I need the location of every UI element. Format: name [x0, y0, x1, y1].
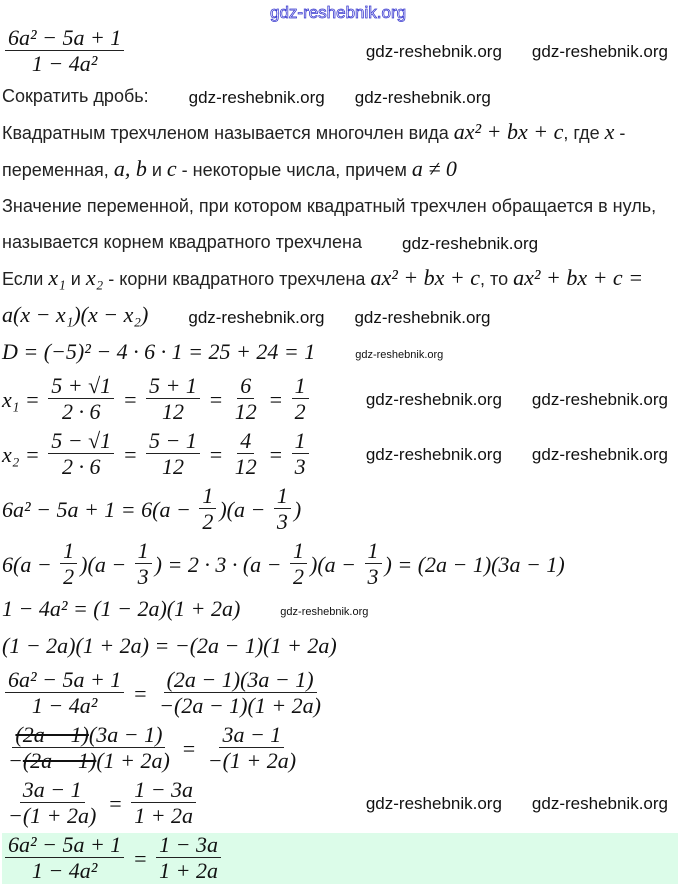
watermark: gdz-reshebnik.org — [365, 389, 502, 409]
denominator: 2 — [294, 399, 306, 424]
numerator: 6a² − 5a + 1 — [5, 833, 124, 858]
math: x₁ = — [2, 386, 46, 412]
denominator: 3 — [294, 454, 306, 479]
watermark-group — [366, 444, 678, 466]
fraction — [5, 723, 173, 774]
numerator: 1 — [199, 484, 216, 509]
numerator: 5 + 1 — [146, 374, 200, 399]
factor-formula-2 — [2, 300, 678, 333]
math: x₂ — [85, 265, 104, 290]
math: c — [166, 156, 177, 181]
fraction — [156, 668, 324, 719]
math: = — [262, 441, 289, 467]
math: )(a − — [219, 496, 271, 522]
numerator: 5 − √1 — [48, 429, 114, 454]
numerator: 1 − 3a — [156, 833, 221, 858]
fraction — [205, 723, 299, 774]
math: )(a − — [310, 551, 362, 577]
math: = — [175, 735, 202, 761]
watermark-group — [402, 233, 538, 255]
numerator: (2a − 1)(3a − 1) — [164, 668, 317, 693]
watermark: gdz-reshebnik.org — [365, 41, 502, 61]
math: a, b — [113, 156, 147, 181]
math: − — [8, 748, 23, 773]
numerator: 1 — [365, 539, 382, 564]
cancelled-term: (2a − 1) — [22, 748, 97, 773]
numerator: 1 — [292, 429, 309, 454]
watermark: gdz-reshebnik.org — [531, 41, 668, 61]
watermark-group — [366, 389, 678, 411]
math: a ≠ 0 — [411, 156, 457, 181]
math: 6a² − 5a + 1 = 6(a − — [2, 496, 197, 522]
watermark-group — [366, 41, 678, 63]
watermark-group — [280, 601, 368, 623]
math: ax² + bx + c = — [513, 265, 644, 290]
task-fraction — [2, 26, 678, 77]
factorization — [2, 484, 678, 535]
math: )(a − — [80, 551, 132, 577]
watermark: gdz-reshebnik.org — [365, 444, 502, 464]
fraction — [232, 374, 260, 425]
numerator: 6a² − 5a + 1 — [5, 26, 124, 51]
watermark: gdz-reshebnik.org — [531, 444, 668, 464]
fraction — [199, 484, 216, 535]
text: и — [146, 160, 167, 180]
factor-formula-1 — [2, 263, 678, 296]
math: (3a − 1) — [88, 722, 163, 747]
fraction — [156, 833, 221, 884]
math: ax² + bx + c — [370, 265, 481, 290]
text: - некоторые числа, причем — [176, 160, 412, 180]
watermark: gdz-reshebnik.org — [188, 308, 325, 328]
watermark: gdz-reshebnik.org — [531, 389, 668, 409]
math: x₁ — [48, 265, 66, 290]
numerator: 6 — [237, 374, 254, 399]
fraction — [146, 429, 200, 480]
text: и — [65, 269, 86, 289]
fraction — [5, 833, 124, 884]
numerator — [12, 723, 165, 748]
watermark-group — [355, 344, 443, 366]
numerator: 4 — [237, 429, 254, 454]
numerator: 5 − 1 — [146, 429, 200, 454]
fraction — [48, 429, 114, 480]
fraction — [232, 429, 260, 480]
math: = — [127, 680, 154, 706]
text: Квадратным трехчленом называется многочлен вида — [2, 123, 454, 143]
denominator: 12 — [234, 454, 257, 479]
denominator: 1 + 2a — [159, 858, 219, 883]
numerator: 1 — [292, 374, 309, 399]
fraction-cancel — [2, 723, 678, 774]
fraction — [290, 539, 307, 590]
denominator — [5, 748, 173, 774]
root-definition-1 — [2, 191, 678, 223]
math: a(x − x₁)(x − x₂) — [2, 302, 149, 327]
math: = — [127, 845, 154, 871]
simplify-step — [2, 539, 678, 590]
watermark-group — [366, 793, 678, 815]
numerator: 1 — [274, 484, 291, 509]
fraction — [135, 539, 152, 590]
denominator: −(1 + 2a) — [207, 748, 297, 773]
text: , то — [480, 269, 514, 289]
final-answer — [2, 833, 678, 884]
denominator: 3 — [367, 564, 379, 589]
denominator-sign — [2, 631, 678, 664]
math: = — [117, 441, 144, 467]
denominator: 12 — [234, 399, 257, 424]
text: Значение переменной, при котором квадратный трехчлен обращается в нуль, — [2, 196, 657, 216]
numerator: 1 — [290, 539, 307, 564]
denominator: 1 + 2a — [134, 803, 194, 828]
denominator: 1 − 4a² — [31, 858, 98, 883]
text: переменная, — [2, 160, 114, 180]
root-x2 — [2, 429, 678, 480]
numerator: 3a − 1 — [20, 778, 85, 803]
definition-line-1 — [2, 117, 678, 150]
denominator-factor — [2, 594, 678, 627]
numerator: 6a² − 5a + 1 — [5, 668, 124, 693]
math: = — [102, 790, 129, 816]
watermark-top: gdz-reshebnik.org — [270, 3, 407, 22]
math: = — [202, 386, 229, 412]
fraction — [48, 374, 114, 425]
math: ) — [293, 496, 302, 522]
denominator: 12 — [161, 454, 184, 479]
numerator: 5 + √1 — [48, 374, 114, 399]
math: 1 − 4a² = (1 − 2a)(1 + 2a) — [2, 596, 241, 621]
denominator: 1 − 4a² — [31, 693, 98, 718]
math: = — [262, 386, 289, 412]
watermark-group — [189, 87, 491, 109]
denominator: 12 — [161, 399, 184, 424]
fraction — [292, 374, 309, 425]
denominator: 3 — [137, 564, 149, 589]
numerator: 1 − 3a — [131, 778, 196, 803]
numerator: 1 — [135, 539, 152, 564]
denominator: 2 — [293, 564, 305, 589]
denominator: 2 — [202, 509, 214, 534]
math: 6(a − — [2, 551, 58, 577]
fraction — [365, 539, 382, 590]
math: = — [202, 441, 229, 467]
watermark: gdz-reshebnik.org — [354, 308, 491, 328]
text: называется корнем квадратного трехчлена — [2, 232, 363, 252]
fraction-substitution — [2, 668, 678, 719]
math: x — [604, 119, 615, 144]
definition-line-2 — [2, 154, 678, 187]
text: - корни квадратного трехчлена — [103, 269, 371, 289]
text: Сократить дробь: — [2, 86, 149, 106]
fraction — [5, 778, 99, 829]
denominator: 1 − 4a² — [31, 51, 98, 76]
discriminant — [2, 337, 678, 370]
text: , где — [563, 123, 605, 143]
fraction — [5, 26, 124, 77]
watermark-group — [188, 307, 490, 329]
watermark: gdz-reshebnik.org — [280, 606, 369, 619]
sign-change — [2, 778, 678, 829]
text: Если — [2, 269, 49, 289]
math: D = (−5)² − 4 · 6 · 1 = 25 + 24 = 1 — [2, 339, 316, 364]
watermark: gdz-reshebnik.org — [354, 88, 491, 108]
fraction — [60, 539, 77, 590]
denominator: 2 · 6 — [61, 454, 101, 479]
watermark: gdz-reshebnik.org — [188, 88, 325, 108]
denominator: 3 — [276, 509, 288, 534]
fraction — [274, 484, 291, 535]
watermark: gdz-reshebnik.org — [402, 234, 539, 254]
watermark: gdz-reshebnik.org — [531, 793, 668, 813]
math: (1 + 2a) — [96, 748, 170, 773]
math: (1 − 2a)(1 + 2a) = −(2a − 1)(1 + 2a) — [2, 633, 337, 658]
denominator: −(2a − 1)(1 + 2a) — [159, 693, 321, 718]
cancelled-term: (2a − 1) — [15, 722, 89, 747]
watermark: gdz-reshebnik.org — [365, 793, 502, 813]
denominator: −(1 + 2a) — [8, 803, 97, 828]
numerator: 1 — [60, 539, 77, 564]
fraction — [131, 778, 196, 829]
numerator: 3a − 1 — [219, 723, 284, 748]
fraction — [5, 668, 124, 719]
math: x₂ = — [2, 441, 46, 467]
math: ax² + bx + c — [453, 119, 564, 144]
fraction — [292, 429, 309, 480]
math: ) = (2a − 1)(3a − 1) — [384, 551, 565, 577]
denominator: 2 — [63, 564, 75, 589]
root-x1 — [2, 374, 678, 425]
math: = — [117, 386, 144, 412]
denominator: 2 · 6 — [61, 399, 101, 424]
watermark: gdz-reshebnik.org — [355, 349, 444, 362]
root-definition-2 — [2, 227, 678, 259]
task-label — [2, 81, 678, 113]
math: ) = 2 · 3 · (a − — [154, 551, 288, 577]
fraction — [146, 374, 200, 425]
text: - — [614, 123, 626, 143]
